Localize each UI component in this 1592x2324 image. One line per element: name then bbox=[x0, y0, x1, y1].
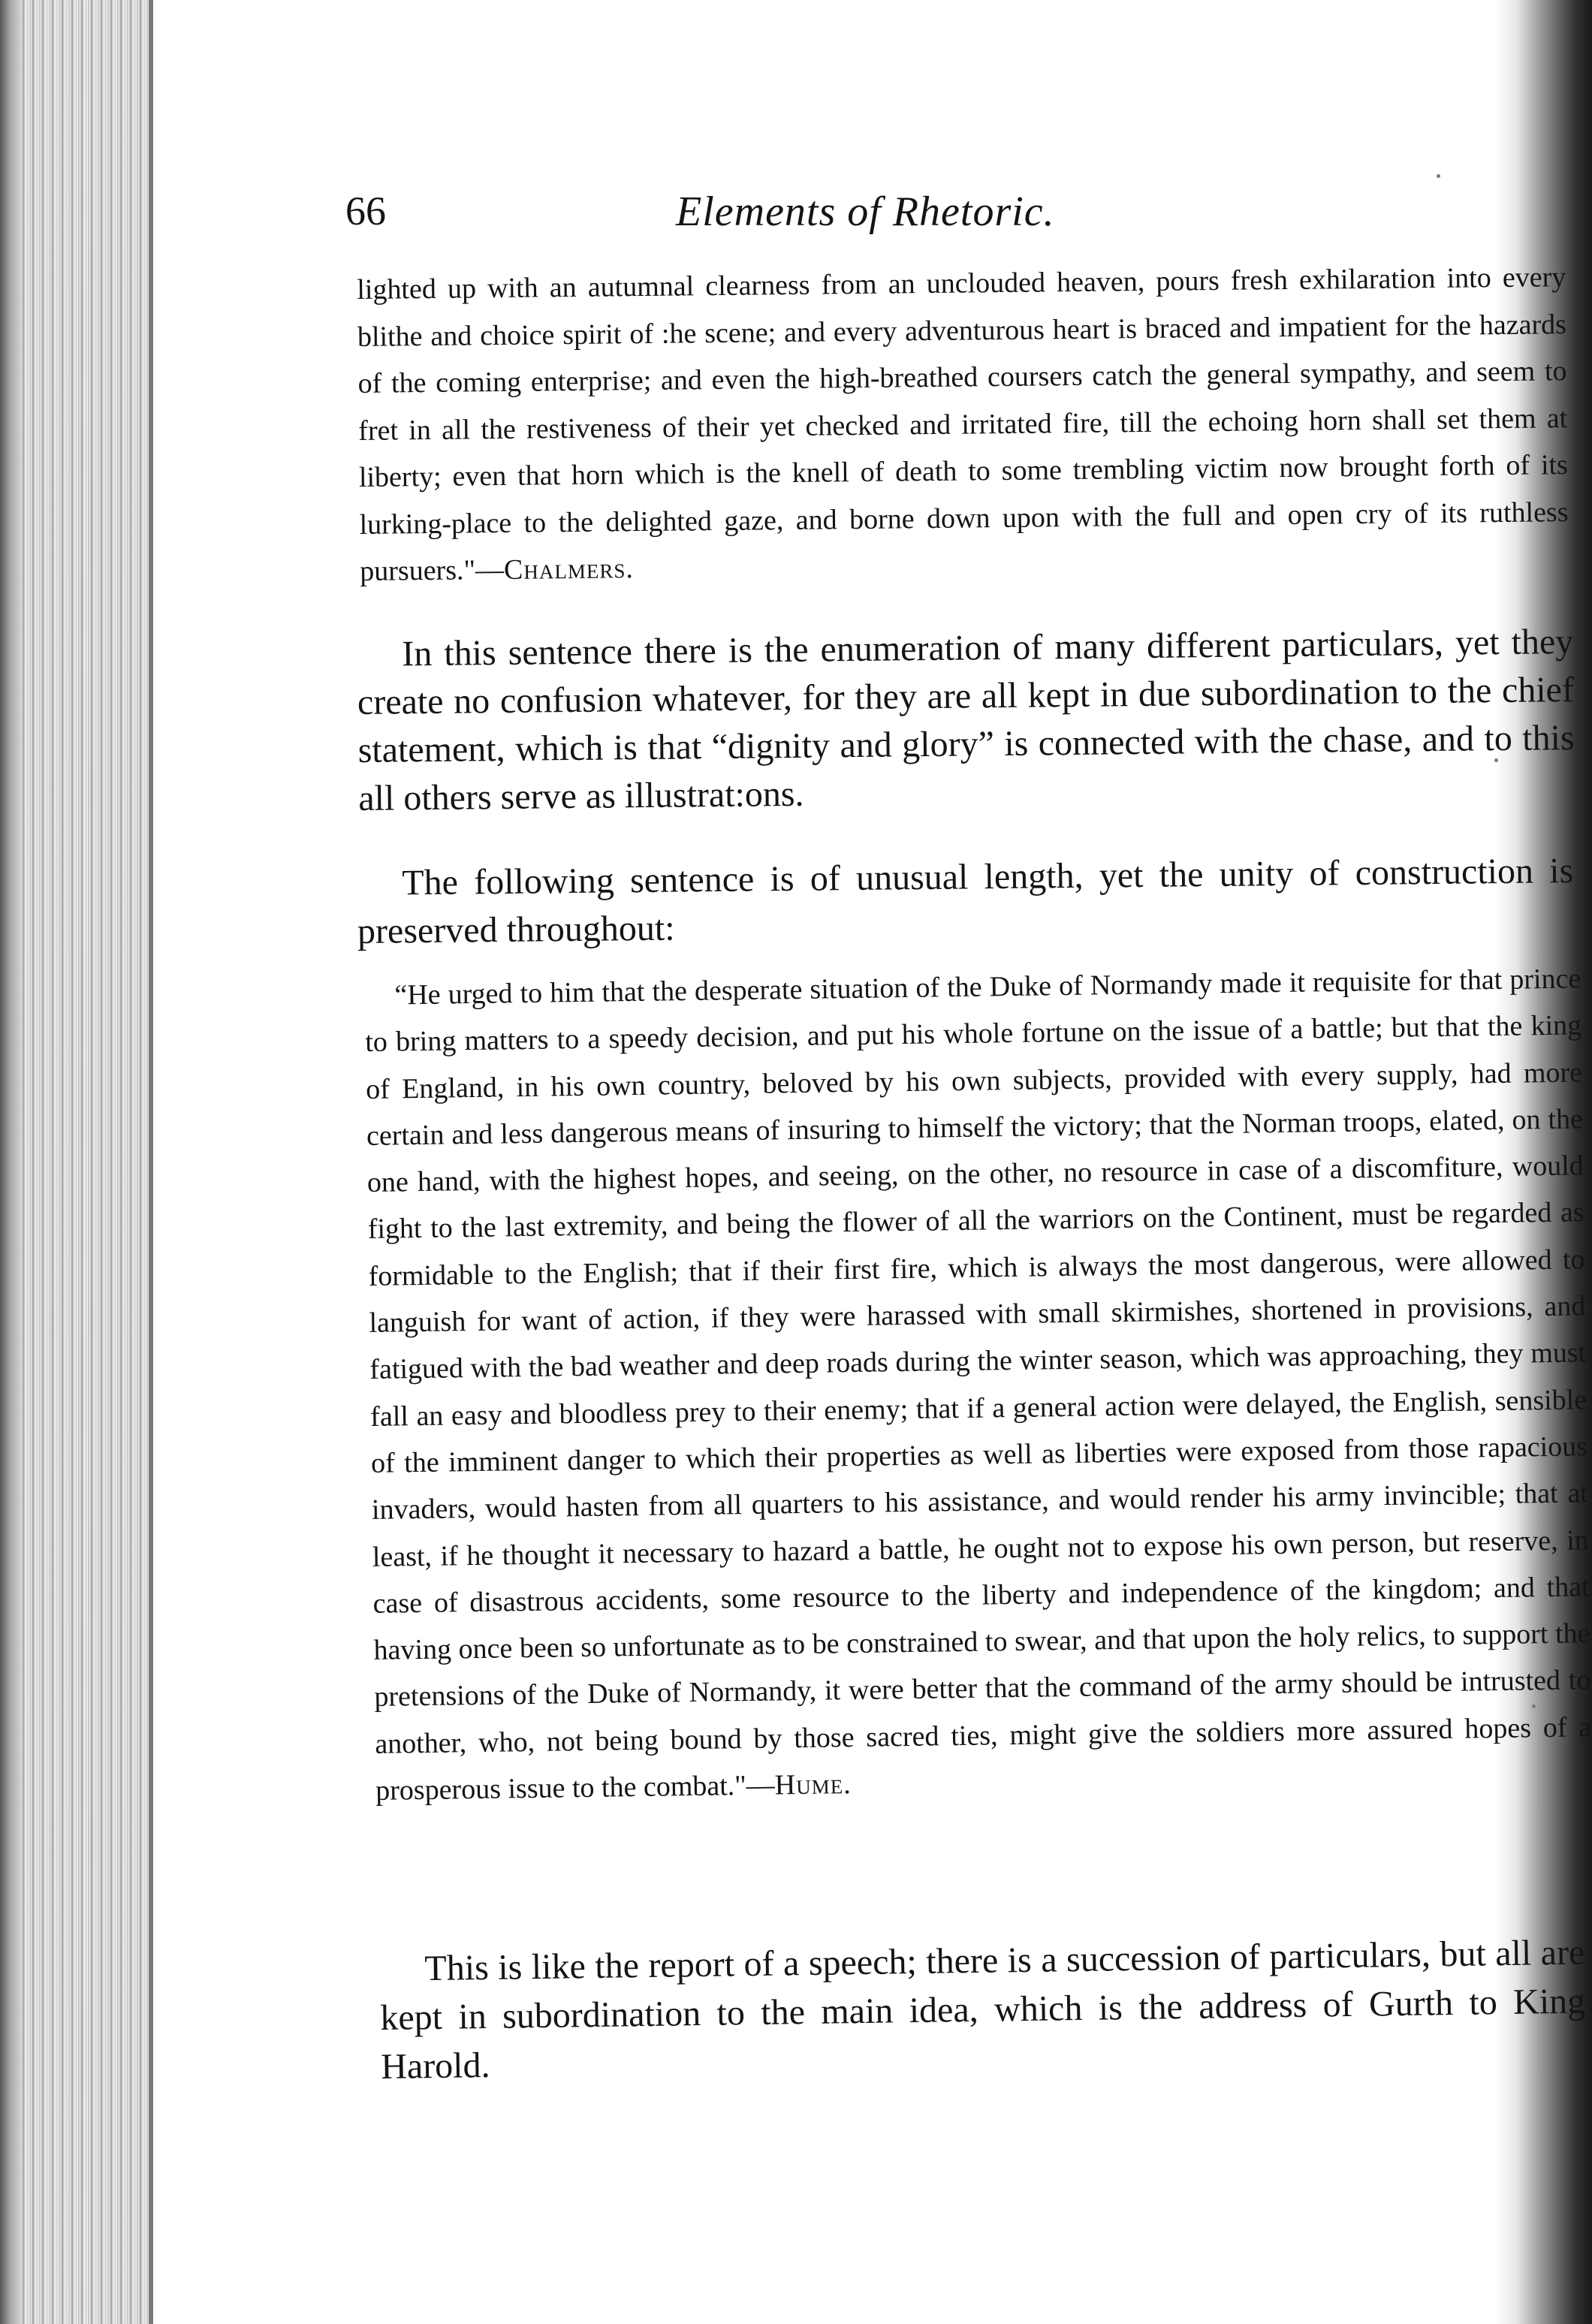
running-title: Elements of Rhetoric. bbox=[676, 188, 1055, 235]
page-header bbox=[345, 188, 1352, 255]
body-paragraph: The following sentence is of unusual length, yet the unity of construction is preserved throughout: bbox=[357, 851, 1574, 951]
quote-attribution: Hume. bbox=[774, 1768, 852, 1801]
book-page-edges bbox=[0, 0, 150, 2324]
block-quote-chalmers bbox=[357, 254, 1569, 595]
quote-attribution: Chalmers. bbox=[503, 553, 635, 586]
quote-text: “He urged to him that the desperate situation of the Duke of Normandy made it requisite for that prince to bring matters to a speedy decision, and put his whole fortune on the issue of a battle; but that the king of England, in his own country, beloved by his own subjects, provided with every supply, had more certain and less dangerous means of insuring to himself the victory; that the Norman troops, elated, on the one hand, with the highest hopes, and seeing, on the other, no resource in case of a discomfiture, would fight to the last extremity, and being the flower of all the warriors on the Continent, must be regarded as formidable to the English; that if their first fire, which is always the most dangerous, were allowed to languish for want of action, if they were harassed with small skirmishes, shortened in provisions, and fatigued with the bad weather and deep roads during the winter season, which was approaching, they must fall an easy and bloodless prey to their enemy; that if a general action were delayed, the English, sensible of the imminent danger to which their properties as well as liberties were exposed from those rapacious invaders, would hasten from all quarters to his assistance, and would render his army invincible; that at least, if he thought it necessary to hazard a battle, he ought not to expose his own person, but reserve, in case of disastrous accidents, some resource to the liberty and independence of the kingdom; and that having once been so unfortunate as to be constrained to swear, and that upon the holy relics, to support the pretensions of the Duke of Normandy, it were better that the command of the army should be intrusted to another, who, not being bound by those sacred ties, might give the soldiers more assured hopes of a prosperous issue to the combat."— bbox=[365, 963, 1592, 1807]
block-quote-hume bbox=[364, 955, 1592, 1814]
body-paragraph: This is like the report of a speech; there is a succession of particulars, but all are kept in subordination to the main idea, which is the address of Gurth to King Harold. bbox=[379, 1932, 1586, 2087]
page-number: 66 bbox=[345, 188, 386, 234]
body-paragraph: In this sentence there is the enumeration of many different particulars, yet they create no confusion whatever, for they are all kept in due subordination to the chief statement, which is that “dignity and glory” is connected with the chase, and to this all others serve as illustrat:ons. bbox=[357, 622, 1575, 818]
book-page bbox=[154, 0, 1592, 2324]
quote-text: lighted up with an autumnal clearness from an unclouded heaven, pours fresh exhilaration into every blithe and choice spirit of :he scene; and every adventurous heart is braced and impatient for the hazards of the coming enterprise; and even the high-breathed coursers catch the general sympathy, and seem to fret in all the restiveness of their yet checked and irritated fire, till the echoing horn shall set them at liberty; even that horn which is the knell of death to some trembling victim now brought forth of its lurking-place to the delighted gaze, and borne down upon with the full and open cry of its ruthless pursuers."— bbox=[357, 261, 1569, 587]
left-gutter-shadow bbox=[0, 0, 23, 2324]
